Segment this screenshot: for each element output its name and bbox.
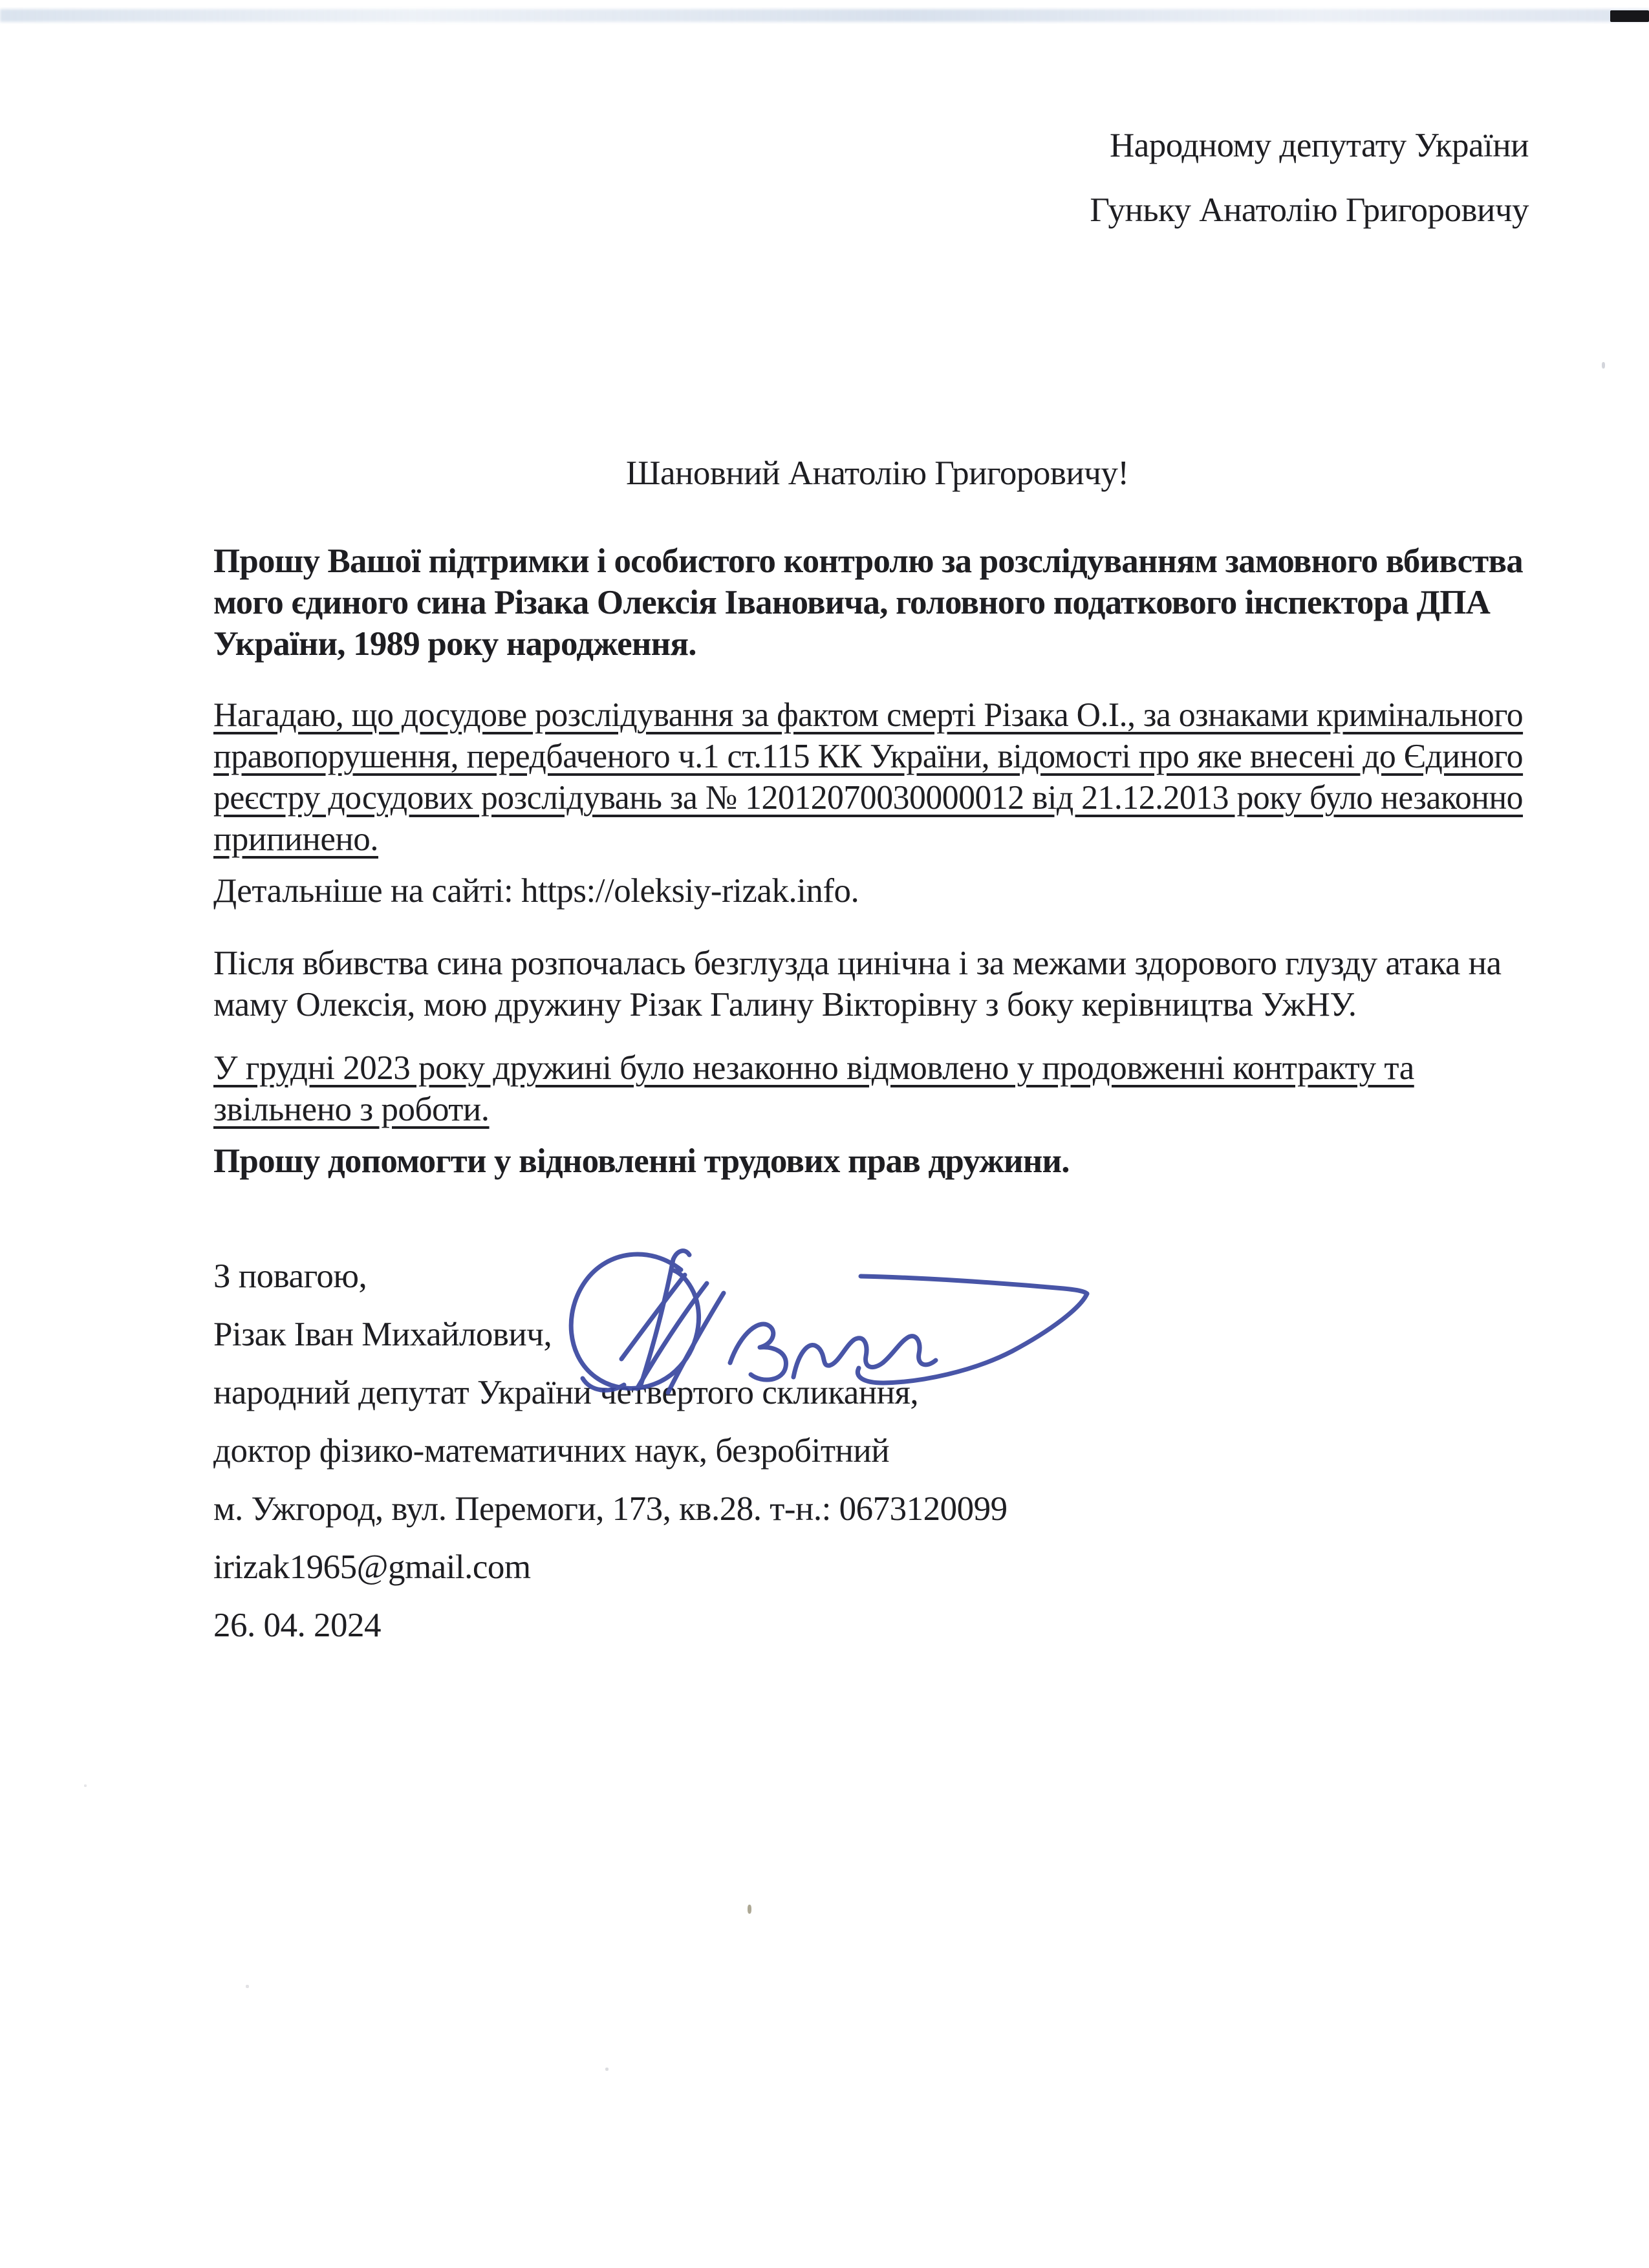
paragraph-line: Прошу допомогти у відновленні трудових прав дружини. bbox=[213, 1142, 1070, 1180]
paragraph-line: маму Олексія, мою дружину Різак Галину Вікторівну з боку керівництва УжНУ. bbox=[213, 986, 1357, 1023]
paragraph-request-help bbox=[213, 1140, 1070, 1182]
paragraph-attack-on-mother bbox=[213, 943, 1502, 1025]
paragraph-website bbox=[213, 870, 859, 912]
scan-speck bbox=[748, 1905, 751, 1914]
signature-stroke bbox=[857, 1294, 1087, 1383]
signature-stroke bbox=[668, 1293, 724, 1393]
paragraph-line: У грудні 2023 року дружині було незаконно відмовлено у продовженні контракту та bbox=[213, 1049, 1414, 1087]
signature-stroke bbox=[673, 1251, 689, 1259]
signature-stroke bbox=[793, 1336, 936, 1377]
signature-stroke bbox=[641, 1259, 673, 1385]
paragraph-line: Нагадаю, що досудове розслідування за фактом смерті Різака О.І., за ознаками кримінального bbox=[213, 696, 1524, 734]
closing-line-title: народний депутат України четвертого скликання, bbox=[213, 1374, 919, 1411]
paragraph-line: України, 1989 року народження. bbox=[213, 625, 696, 663]
paragraph-line: Детальніше на сайті: https://oleksiy-rizak.info. bbox=[213, 872, 859, 910]
recipient-block bbox=[1090, 113, 1529, 242]
paragraph-investigation-closed bbox=[213, 694, 1556, 860]
closing-line-regards: З повагою, bbox=[213, 1257, 367, 1295]
scan-speck bbox=[84, 1784, 87, 1787]
handwritten-signature bbox=[546, 1222, 1128, 1416]
closing-line-email: irizak1965@gmail.com bbox=[213, 1548, 531, 1586]
salutation bbox=[626, 453, 1129, 494]
paragraph-request-support bbox=[213, 540, 1525, 665]
scanner-noise-band bbox=[0, 9, 1649, 22]
paragraph-line: Після вбивства сина розпочалась безглузда цинічна і за межами здорового глузду атака на bbox=[213, 945, 1502, 982]
closing-line-name: Різак Іван Михайлович, bbox=[213, 1316, 552, 1353]
scan-corner-mark bbox=[1610, 10, 1649, 22]
paragraph-line: Прошу Вашої підтримки і особистого контролю за розслідуванням замовного вбивства bbox=[213, 542, 1523, 580]
closing-line-date: 26. 04. 2024 bbox=[213, 1607, 381, 1644]
paragraph-line: реєстру досудових розслідувань за № 12012070030000012 від 21.12.2013 року було незаконно bbox=[213, 779, 1524, 817]
scan-speck bbox=[246, 1985, 249, 1988]
closing-line-address-phone: м. Ужгород, вул. Перемоги, 173, кв.28. т-н.: 0673120099 bbox=[213, 1490, 1008, 1528]
paragraph-line: мого єдиного сина Різака Олексія Івановича, головного податкового інспектора ДПА bbox=[213, 584, 1491, 621]
recipient-line: Гуньку Анатолію Григоровичу bbox=[1090, 191, 1529, 229]
salutation-line: Шановний Анатолію Григоровичу! bbox=[626, 455, 1129, 492]
scan-speck bbox=[605, 2068, 609, 2071]
paragraph-line: правопорушення, передбаченого ч.1 ст.115 КК України, відомості про яке внесені до Єдиного bbox=[213, 738, 1524, 775]
recipient-line: Народному депутату України bbox=[1110, 127, 1529, 164]
signature-stroke bbox=[861, 1276, 1087, 1294]
paragraph-line: звільнено з роботи. bbox=[213, 1091, 490, 1128]
scan-speck bbox=[1602, 362, 1605, 369]
closing-line-degree: доктор фізико-математичних наук, безробітний bbox=[213, 1432, 890, 1470]
paragraph-contract-refused bbox=[213, 1047, 1414, 1130]
paragraph-line: припинено. bbox=[213, 820, 378, 858]
signature-stroke bbox=[730, 1324, 786, 1380]
